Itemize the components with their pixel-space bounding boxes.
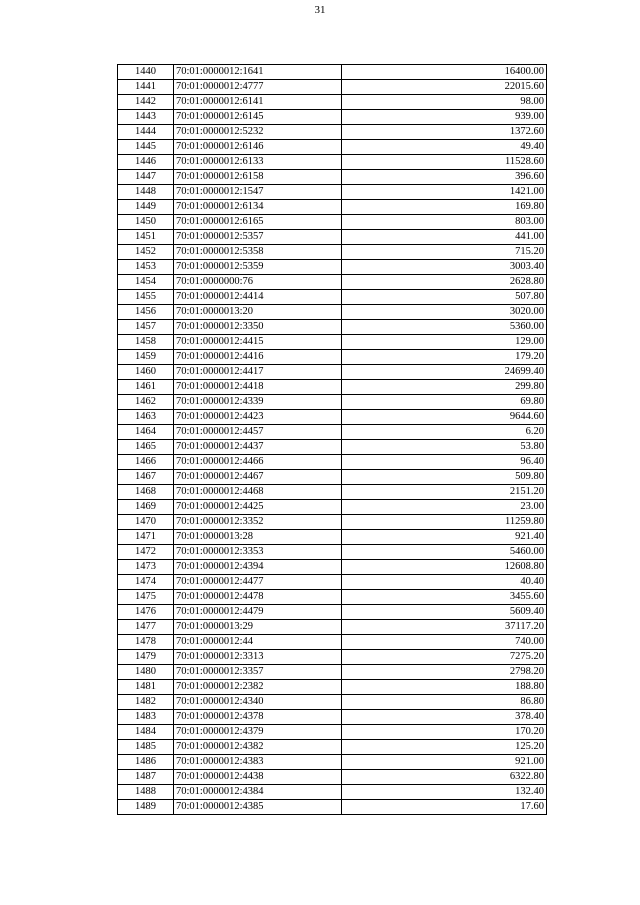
row-number-cell: 1463 xyxy=(118,410,174,425)
cadastral-number-cell: 70:01:0000012:4457 xyxy=(174,425,342,440)
row-number-cell: 1444 xyxy=(118,125,174,140)
cadastral-number-cell: 70:01:0000012:4478 xyxy=(174,590,342,605)
value-cell: 921.00 xyxy=(342,755,547,770)
row-number-cell: 1473 xyxy=(118,560,174,575)
cadastral-number-cell: 70:01:0000012:4438 xyxy=(174,770,342,785)
row-number-cell: 1478 xyxy=(118,635,174,650)
value-cell: 179.20 xyxy=(342,350,547,365)
value-cell: 378.40 xyxy=(342,710,547,725)
cadastral-number-cell: 70:01:0000012:6133 xyxy=(174,155,342,170)
value-cell: 12608.80 xyxy=(342,560,547,575)
table-row xyxy=(118,770,547,785)
table-row xyxy=(118,305,547,320)
table-row xyxy=(118,65,547,80)
value-cell: 396.60 xyxy=(342,170,547,185)
cadastral-number-cell: 70:01:0000013:20 xyxy=(174,305,342,320)
table-row xyxy=(118,680,547,695)
cadastral-number-cell: 70:01:0000012:4425 xyxy=(174,500,342,515)
cadastral-number-cell: 70:01:0000012:4437 xyxy=(174,440,342,455)
cadastral-number-cell: 70:01:0000012:4479 xyxy=(174,605,342,620)
cadastral-number-cell: 70:01:0000012:3353 xyxy=(174,545,342,560)
row-number-cell: 1445 xyxy=(118,140,174,155)
value-cell: 803.00 xyxy=(342,215,547,230)
value-cell: 5360.00 xyxy=(342,320,547,335)
value-cell: 441.00 xyxy=(342,230,547,245)
value-cell: 2628.80 xyxy=(342,275,547,290)
table-row xyxy=(118,530,547,545)
table-row xyxy=(118,95,547,110)
value-cell: 9644.60 xyxy=(342,410,547,425)
cadastral-number-cell: 70:01:0000000:76 xyxy=(174,275,342,290)
table-row xyxy=(118,485,547,500)
row-number-cell: 1472 xyxy=(118,545,174,560)
row-number-cell: 1462 xyxy=(118,395,174,410)
row-number-cell: 1457 xyxy=(118,320,174,335)
row-number-cell: 1482 xyxy=(118,695,174,710)
value-cell: 7275.20 xyxy=(342,650,547,665)
table-row xyxy=(118,140,547,155)
row-number-cell: 1452 xyxy=(118,245,174,260)
table-row xyxy=(118,605,547,620)
table-row xyxy=(118,365,547,380)
value-cell: 939.00 xyxy=(342,110,547,125)
table-row xyxy=(118,800,547,815)
cadastral-number-cell: 70:01:0000013:28 xyxy=(174,530,342,545)
cadastral-number-cell: 70:01:0000012:6158 xyxy=(174,170,342,185)
cadastral-number-cell: 70:01:0000012:6141 xyxy=(174,95,342,110)
cadastral-number-cell: 70:01:0000012:3350 xyxy=(174,320,342,335)
table-row xyxy=(118,230,547,245)
row-number-cell: 1449 xyxy=(118,200,174,215)
table-row xyxy=(118,740,547,755)
table-row xyxy=(118,695,547,710)
cadastral-number-cell: 70:01:0000012:4378 xyxy=(174,710,342,725)
table-row xyxy=(118,170,547,185)
value-cell: 17.60 xyxy=(342,800,547,815)
table-row xyxy=(118,650,547,665)
cadastral-number-cell: 70:01:0000012:3357 xyxy=(174,665,342,680)
row-number-cell: 1468 xyxy=(118,485,174,500)
row-number-cell: 1458 xyxy=(118,335,174,350)
cadastral-number-cell: 70:01:0000012:1641 xyxy=(174,65,342,80)
cadastral-number-cell: 70:01:0000012:5358 xyxy=(174,245,342,260)
page-number: 31 xyxy=(314,4,326,16)
table-row xyxy=(118,455,547,470)
cadastral-number-cell: 70:01:0000012:4414 xyxy=(174,290,342,305)
cadastral-number-cell: 70:01:0000012:4339 xyxy=(174,395,342,410)
row-number-cell: 1465 xyxy=(118,440,174,455)
value-cell: 2151.20 xyxy=(342,485,547,500)
cadastral-number-cell: 70:01:0000012:4415 xyxy=(174,335,342,350)
table-row xyxy=(118,515,547,530)
row-number-cell: 1466 xyxy=(118,455,174,470)
row-number-cell: 1483 xyxy=(118,710,174,725)
row-number-cell: 1455 xyxy=(118,290,174,305)
row-number-cell: 1487 xyxy=(118,770,174,785)
table-row xyxy=(118,290,547,305)
value-cell: 6322.80 xyxy=(342,770,547,785)
table-row xyxy=(118,560,547,575)
row-number-cell: 1469 xyxy=(118,500,174,515)
value-cell: 23.00 xyxy=(342,500,547,515)
value-cell: 132.40 xyxy=(342,785,547,800)
value-cell: 49.40 xyxy=(342,140,547,155)
value-cell: 740.00 xyxy=(342,635,547,650)
cadastral-number-cell: 70:01:0000012:44 xyxy=(174,635,342,650)
table-row xyxy=(118,725,547,740)
value-cell: 69.80 xyxy=(342,395,547,410)
cadastral-number-cell: 70:01:0000013:29 xyxy=(174,620,342,635)
row-number-cell: 1485 xyxy=(118,740,174,755)
value-cell: 188.80 xyxy=(342,680,547,695)
value-cell: 170.20 xyxy=(342,725,547,740)
cadastral-number-cell: 70:01:0000012:5359 xyxy=(174,260,342,275)
cadastral-number-cell: 70:01:0000012:4384 xyxy=(174,785,342,800)
value-cell: 86.80 xyxy=(342,695,547,710)
cadastral-number-cell: 70:01:0000012:4385 xyxy=(174,800,342,815)
value-cell: 96.40 xyxy=(342,455,547,470)
row-number-cell: 1451 xyxy=(118,230,174,245)
row-number-cell: 1461 xyxy=(118,380,174,395)
row-number-cell: 1481 xyxy=(118,680,174,695)
row-number-cell: 1453 xyxy=(118,260,174,275)
row-number-cell: 1489 xyxy=(118,800,174,815)
value-cell: 22015.60 xyxy=(342,80,547,95)
value-cell: 125.20 xyxy=(342,740,547,755)
table-row xyxy=(118,470,547,485)
row-number-cell: 1476 xyxy=(118,605,174,620)
value-cell: 921.40 xyxy=(342,530,547,545)
table-row xyxy=(118,635,547,650)
value-cell: 53.80 xyxy=(342,440,547,455)
table-row xyxy=(118,755,547,770)
cadastral-number-cell: 70:01:0000012:6134 xyxy=(174,200,342,215)
cadastral-number-cell: 70:01:0000012:4417 xyxy=(174,365,342,380)
value-cell: 37117.20 xyxy=(342,620,547,635)
value-cell: 169.80 xyxy=(342,200,547,215)
table-row xyxy=(118,380,547,395)
table-row xyxy=(118,500,547,515)
value-cell: 40.40 xyxy=(342,575,547,590)
value-cell: 98.00 xyxy=(342,95,547,110)
table-row xyxy=(118,410,547,425)
value-cell: 1372.60 xyxy=(342,125,547,140)
table-row xyxy=(118,185,547,200)
value-cell: 5609.40 xyxy=(342,605,547,620)
cadastral-number-cell: 70:01:0000012:4467 xyxy=(174,470,342,485)
row-number-cell: 1443 xyxy=(118,110,174,125)
row-number-cell: 1470 xyxy=(118,515,174,530)
table-row xyxy=(118,545,547,560)
cadastral-number-cell: 70:01:0000012:4466 xyxy=(174,455,342,470)
row-number-cell: 1442 xyxy=(118,95,174,110)
row-number-cell: 1459 xyxy=(118,350,174,365)
value-cell: 1421.00 xyxy=(342,185,547,200)
cadastral-number-cell: 70:01:0000012:3313 xyxy=(174,650,342,665)
value-cell: 6.20 xyxy=(342,425,547,440)
cadastral-number-cell: 70:01:0000012:4379 xyxy=(174,725,342,740)
value-cell: 507.80 xyxy=(342,290,547,305)
cadastral-number-cell: 70:01:0000012:4777 xyxy=(174,80,342,95)
table-row xyxy=(118,200,547,215)
row-number-cell: 1479 xyxy=(118,650,174,665)
row-number-cell: 1460 xyxy=(118,365,174,380)
row-number-cell: 1448 xyxy=(118,185,174,200)
table-row xyxy=(118,710,547,725)
row-number-cell: 1467 xyxy=(118,470,174,485)
row-number-cell: 1484 xyxy=(118,725,174,740)
table-row xyxy=(118,110,547,125)
table-row xyxy=(118,425,547,440)
cadastral-number-cell: 70:01:0000012:3352 xyxy=(174,515,342,530)
row-number-cell: 1454 xyxy=(118,275,174,290)
cadastral-value-table xyxy=(117,64,547,815)
table-row xyxy=(118,395,547,410)
row-number-cell: 1488 xyxy=(118,785,174,800)
table-row xyxy=(118,80,547,95)
row-number-cell: 1441 xyxy=(118,80,174,95)
value-cell: 129.00 xyxy=(342,335,547,350)
table-row xyxy=(118,155,547,170)
cadastral-number-cell: 70:01:0000012:4340 xyxy=(174,695,342,710)
row-number-cell: 1464 xyxy=(118,425,174,440)
cadastral-number-cell: 70:01:0000012:2382 xyxy=(174,680,342,695)
cadastral-number-cell: 70:01:0000012:4394 xyxy=(174,560,342,575)
row-number-cell: 1450 xyxy=(118,215,174,230)
cadastral-number-cell: 70:01:0000012:5357 xyxy=(174,230,342,245)
table-row xyxy=(118,620,547,635)
table-row xyxy=(118,350,547,365)
row-number-cell: 1446 xyxy=(118,155,174,170)
value-cell: 3003.40 xyxy=(342,260,547,275)
cadastral-number-cell: 70:01:0000012:1547 xyxy=(174,185,342,200)
cadastral-number-cell: 70:01:0000012:4382 xyxy=(174,740,342,755)
cadastral-number-cell: 70:01:0000012:6145 xyxy=(174,110,342,125)
row-number-cell: 1475 xyxy=(118,590,174,605)
row-number-cell: 1474 xyxy=(118,575,174,590)
row-number-cell: 1456 xyxy=(118,305,174,320)
value-cell: 24699.40 xyxy=(342,365,547,380)
table-row xyxy=(118,440,547,455)
value-cell: 715.20 xyxy=(342,245,547,260)
row-number-cell: 1447 xyxy=(118,170,174,185)
value-cell: 509.80 xyxy=(342,470,547,485)
row-number-cell: 1471 xyxy=(118,530,174,545)
cadastral-number-cell: 70:01:0000012:4383 xyxy=(174,755,342,770)
table-row xyxy=(118,125,547,140)
value-cell: 299.80 xyxy=(342,380,547,395)
value-cell: 11259.80 xyxy=(342,515,547,530)
table-row xyxy=(118,215,547,230)
cadastral-number-cell: 70:01:0000012:4477 xyxy=(174,575,342,590)
row-number-cell: 1480 xyxy=(118,665,174,680)
cadastral-number-cell: 70:01:0000012:4416 xyxy=(174,350,342,365)
table-body xyxy=(118,65,547,815)
table-row xyxy=(118,590,547,605)
value-cell: 5460.00 xyxy=(342,545,547,560)
value-cell: 3020.00 xyxy=(342,305,547,320)
cadastral-number-cell: 70:01:0000012:6146 xyxy=(174,140,342,155)
value-cell: 11528.60 xyxy=(342,155,547,170)
cadastral-number-cell: 70:01:0000012:4418 xyxy=(174,380,342,395)
table-row xyxy=(118,785,547,800)
value-cell: 16400.00 xyxy=(342,65,547,80)
row-number-cell: 1477 xyxy=(118,620,174,635)
table-row xyxy=(118,260,547,275)
table-row xyxy=(118,575,547,590)
cadastral-number-cell: 70:01:0000012:4423 xyxy=(174,410,342,425)
table-row xyxy=(118,245,547,260)
cadastral-number-cell: 70:01:0000012:5232 xyxy=(174,125,342,140)
row-number-cell: 1440 xyxy=(118,65,174,80)
value-cell: 3455.60 xyxy=(342,590,547,605)
value-cell: 2798.20 xyxy=(342,665,547,680)
table-row xyxy=(118,320,547,335)
cadastral-number-cell: 70:01:0000012:4468 xyxy=(174,485,342,500)
cadastral-number-cell: 70:01:0000012:6165 xyxy=(174,215,342,230)
table-row xyxy=(118,275,547,290)
table-row xyxy=(118,335,547,350)
row-number-cell: 1486 xyxy=(118,755,174,770)
table-row xyxy=(118,665,547,680)
